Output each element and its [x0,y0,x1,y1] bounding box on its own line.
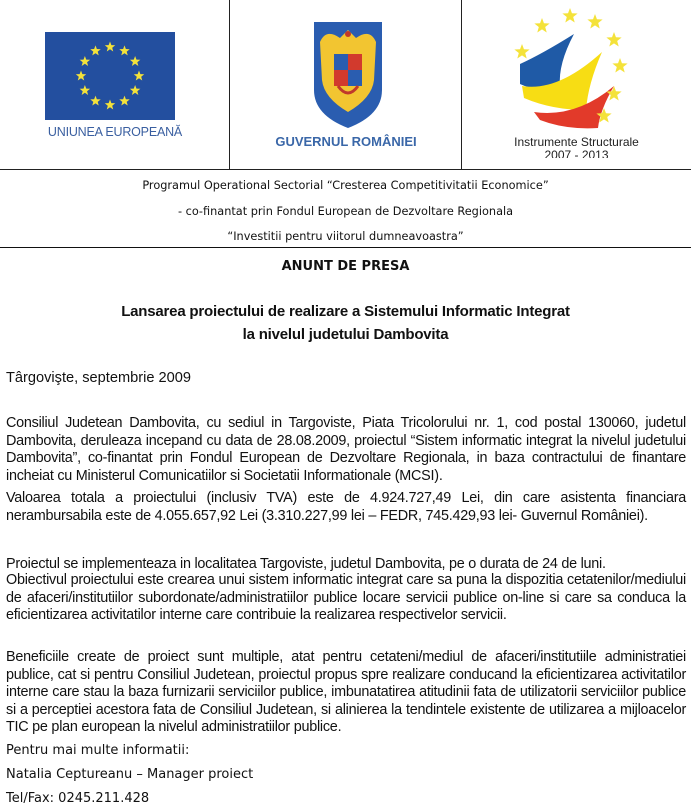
contact-phone: Tel/Fax: 0245.211.428 [6,791,150,806]
eu-star-icon [134,71,144,81]
eu-star-icon [90,96,100,106]
program-slogan: “Investitii pentru viitorul dumneavoastra” [227,230,464,243]
paragraph-location: Proiectul se implementeaza in localitatea Targoviste, judetul Dambovita, pe o durata de 24 de luni. [6,556,606,572]
government-caption: GUVERNUL ROMÂNIEI [275,134,417,149]
eu-star-icon [76,71,86,81]
eu-star-icon [119,96,129,106]
paragraph-intro: Consiliul Judetean Dambovita, cu sediul in Targoviste, Piata Tricolorului nr. 1, cod postal 130060, judetul Dambovita, deruleaza incepand cu data de 28.08.2009, proiectul “Sistem informatic integrat la nivelul judetului Dambovita”, co-finantat prin Fondul European de Dezvoltare Regionala, in baza contractului de finantare incheiat cu Ministerul Comunicatiilor si Societatii Informationale (MCSI). [6,415,686,484]
eu-star-icon [90,45,100,55]
structural-star-icon [606,86,621,100]
eu-star-icon [80,85,90,95]
structural-caption [462,136,691,158]
eu-logo-cell [0,0,230,169]
contact-intro: Pentru mai multe informatii: [6,743,190,758]
eu-star-icon [119,45,129,55]
government-logo-cell [230,0,462,169]
press-release-heading: ANUNT DE PRESA [281,259,410,274]
paragraph-value: Valoarea totala a proiectului (inclusiv TVA) este de 4.924.727,49 Lei, din care asistenta financiara nerambursabila este de 4.055.657,92 Lei (3.310.227,99 lei – FEDR, 745.429,93 lei- Guvernul României). [6,490,686,524]
eu-caption: UNIUNEA EUROPEANĂ [47,125,183,139]
title-line-2: la nivelul judetului Dambovita [242,326,449,343]
program-name: Programul Operational Sectorial “Cresterea Competitivitatii Economice” [142,179,549,192]
structural-years: 2007 - 2013 [544,149,609,158]
eu-flag-icon [45,32,175,120]
press-release-title [0,300,691,346]
romania-coat-of-arms-icon [312,20,384,130]
paragraph-objective: Obiectivul proiectului este crearea unui sistem informatic integrat care sa puna la dispozitia cetatenilor/mediului de afaceri/institutiilor subordonate/administratiilor publice locare servicii publice on-line si care sa conduca la eficientizarea activitatilor interne care contribuie la realizarea respectivelor servicii. [6,572,686,623]
structural-star-icon [514,44,529,58]
header-divider [0,247,691,248]
structural-star-icon [534,18,549,32]
program-funding: - co-finantat prin Fondul European de Dezvoltare Regionala [177,205,514,218]
structural-star-icon [587,14,602,28]
eu-star-icon [105,42,115,52]
eu-star-icon [130,56,140,66]
structural-star-icon [612,58,627,72]
structural-star-icon [606,32,621,46]
eu-star-icon [105,100,115,110]
eu-star-icon [130,85,140,95]
instrumente-structurale-logo-icon [502,6,652,134]
structural-star-icon [562,8,577,22]
logo-header [0,0,691,170]
structural-logo-cell [462,0,691,169]
structural-caption-text: Instrumente Structurale [514,135,639,149]
contact-person: Natalia Ceptureanu – Manager proiect [6,767,254,782]
paragraph-benefits: Beneficiile create de proiect sunt multiple, atat pentru cetateni/mediul de afaceri/institutiile administratiei publice, cat si pentru Consiliul Judetean, proiectul propus spre realizare conducand la eficientizarea activitatilor interne care stau la baza furnizarii serviciilor publice, imbunatatirea atitudinii fata de utilizatorii serviciilor publice si a perceptiei acestora fata de Consiliul Judetean, si alinierea la tendintele existente de utilizarea a mijloacelor TIC pe plan european la nivelul administratiilor publice. [6,649,686,735]
eu-star-icon [80,56,90,66]
title-line-1: Lansarea proiectului de realizare a Sistemului Informatic Integrat [121,303,570,320]
place-date: Târgovişte, septembrie 2009 [6,370,191,386]
